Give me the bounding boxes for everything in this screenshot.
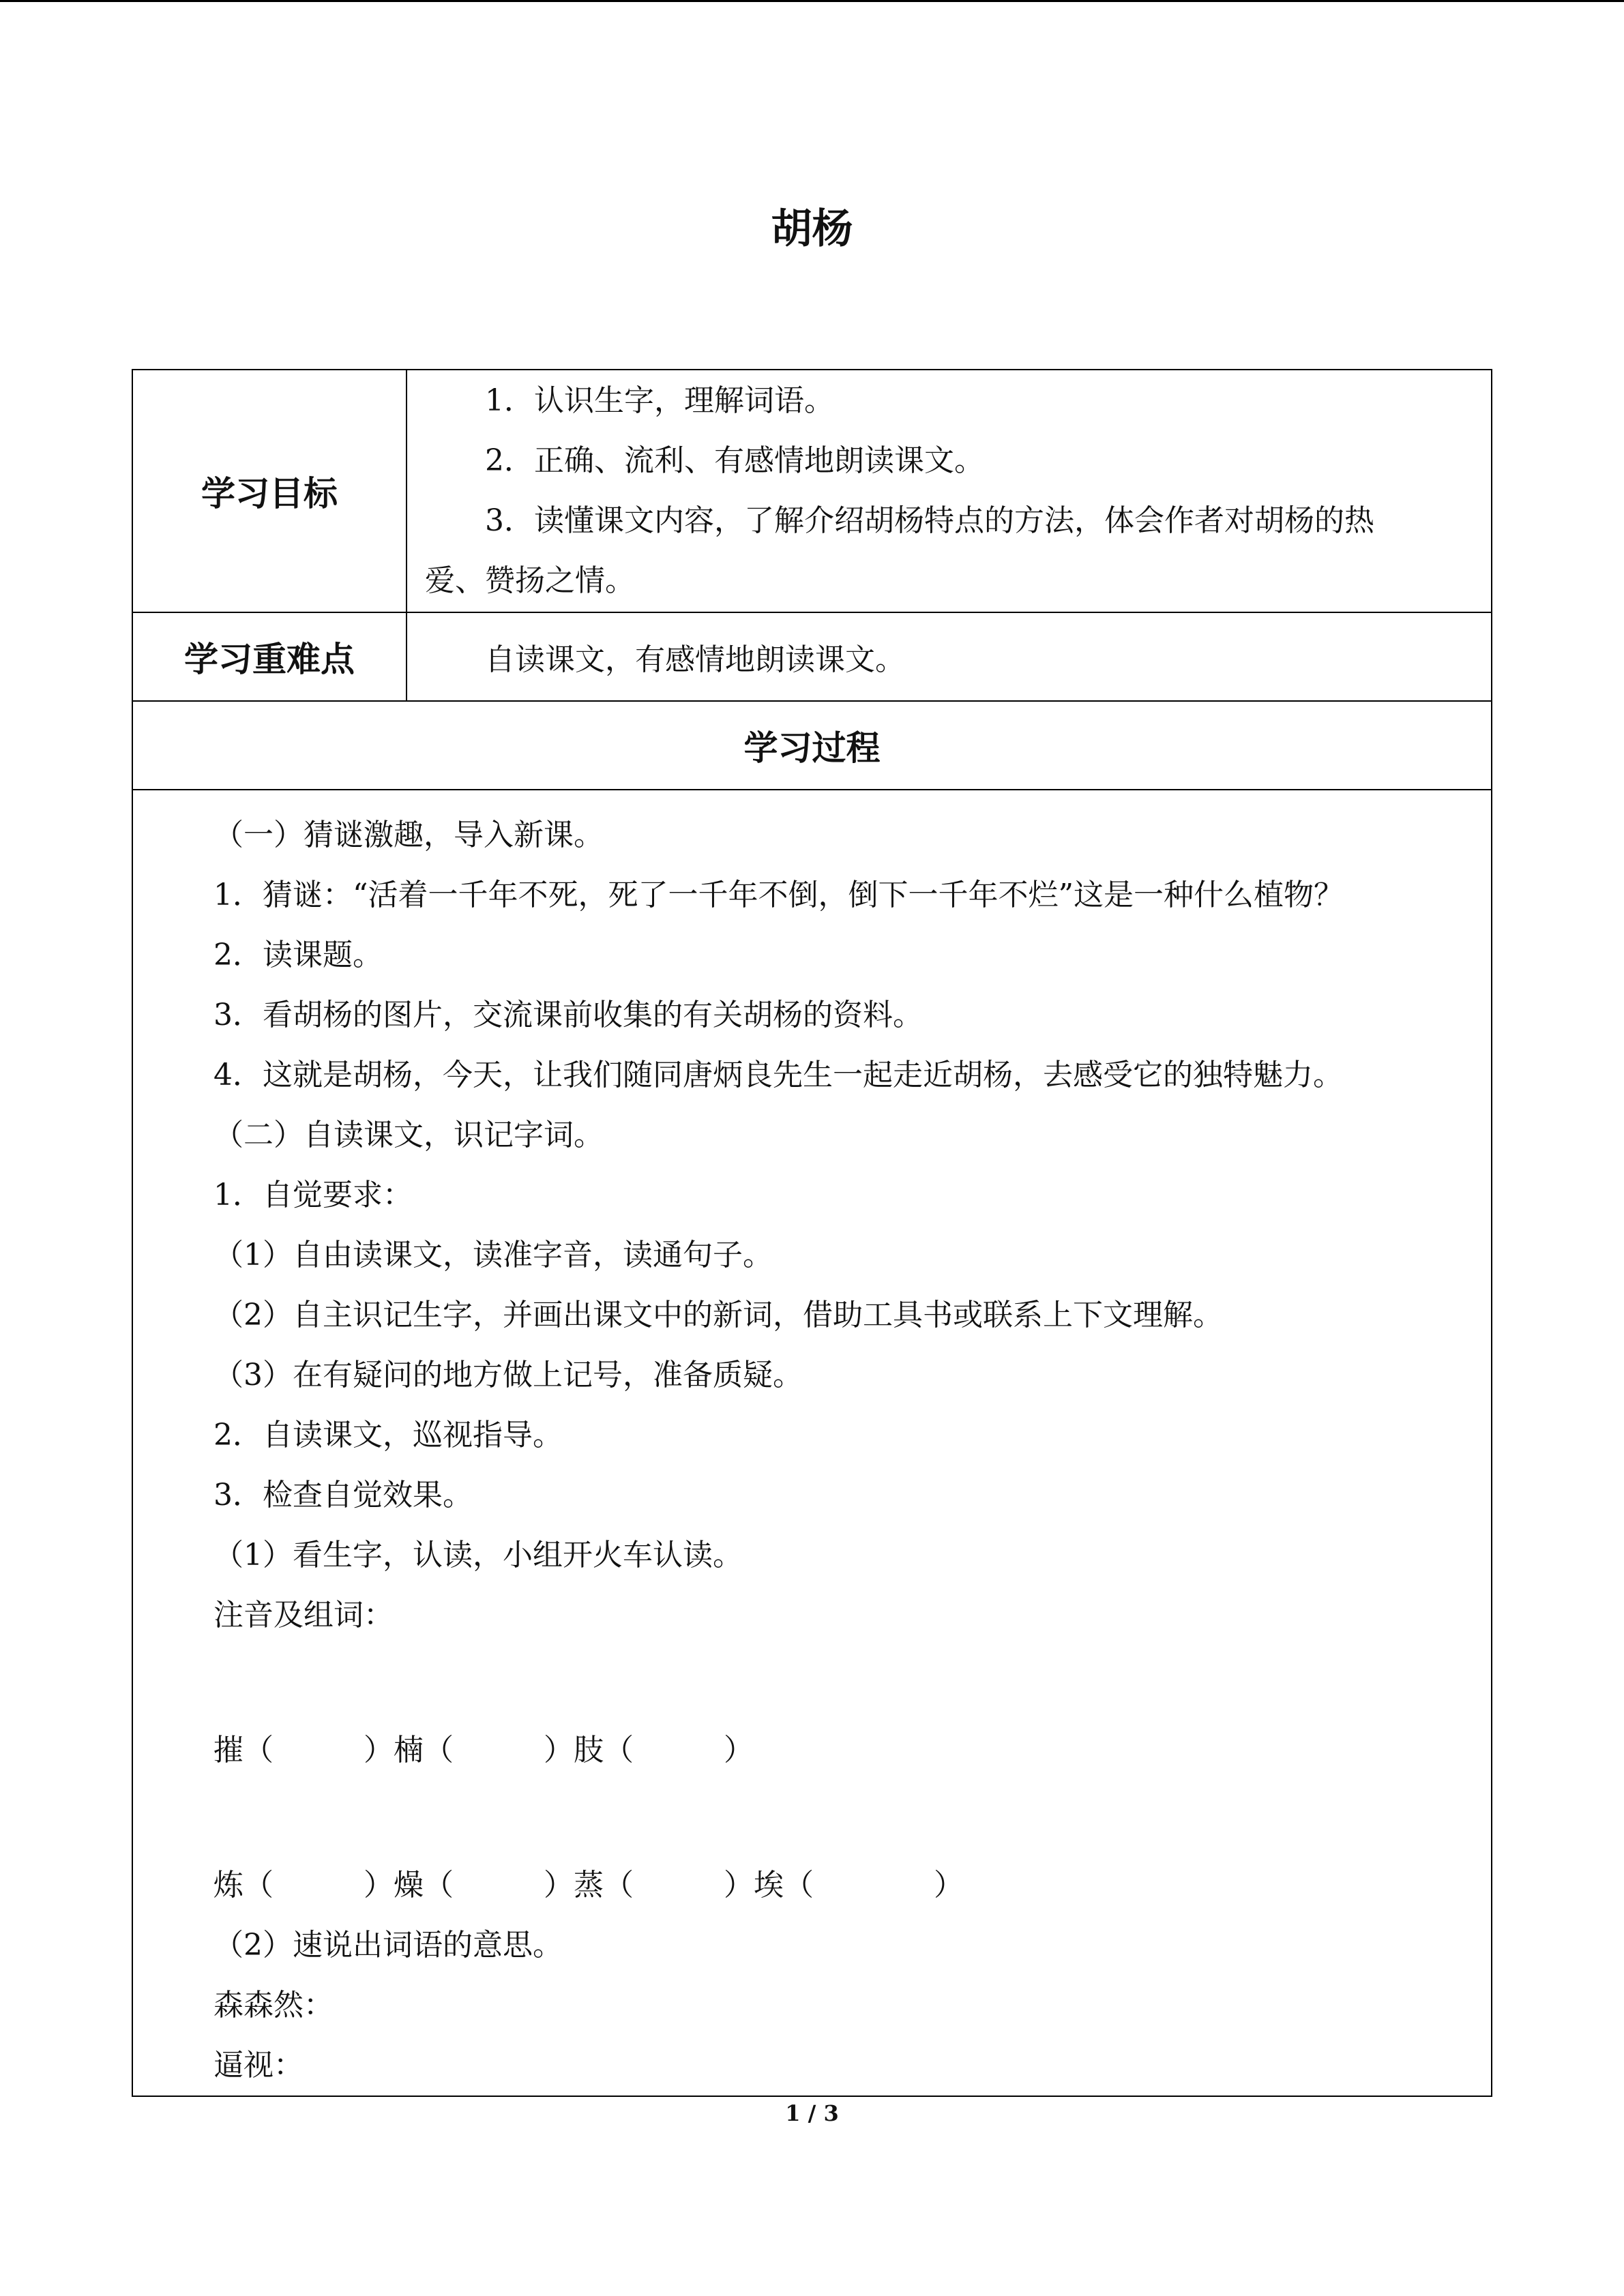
key-points-text: 自读课文，有感情地朗读课文。	[485, 642, 905, 677]
spacer	[213, 1780, 1491, 1855]
pinyin-blank-row: 摧（ ）楠（ ）肢（ ）	[213, 1733, 754, 1768]
process-line: 森森然：	[213, 1988, 334, 2023]
process-line: 1．自觉要求：	[213, 1178, 413, 1212]
process-line: 3．看胡杨的图片，交流课前收集的有关胡杨的资料。	[213, 998, 923, 1032]
process-line: （二）自读课文，识记字词。	[213, 1118, 604, 1152]
process-line: 逼视：	[213, 2048, 304, 2083]
process-line: 2．自读课文，巡视指导。	[213, 1418, 563, 1452]
key-points-content	[407, 612, 1492, 701]
goals-row	[132, 370, 1492, 612]
goal-item: 3．读懂课文内容，了解介绍胡杨特点的方法，体会作者对胡杨的热	[485, 503, 1374, 538]
process-line: （1）看生字，认读，小组开火车认读。	[213, 1538, 743, 1572]
process-line: 1．猜谜：“活着一千年不死，死了一千年不倒，倒下一千年不烂”这是一种什么植物？	[213, 878, 1344, 912]
process-line: （一）猜谜激趣，导入新课。	[213, 818, 604, 852]
goals-label: 学习目标	[132, 370, 407, 612]
lesson-plan-table	[132, 369, 1492, 2097]
process-line: （3）在有疑问的地方做上记号，准备质疑。	[213, 1358, 803, 1392]
process-line: （1）自由读课文，读准字音，读通句子。	[213, 1238, 773, 1272]
goals-content	[407, 370, 1492, 612]
pinyin-blank-row: 炼（ ）燥（ ）蒸（ ）埃（ ）	[213, 1868, 964, 1903]
process-heading-row	[132, 701, 1492, 790]
process-line: 注音及组词：	[213, 1598, 394, 1632]
process-row	[132, 790, 1492, 2096]
key-points-row	[132, 612, 1492, 701]
process-line: （2）速说出词语的意思。	[213, 1928, 563, 1963]
process-line: 3．检查自觉效果。	[213, 1478, 473, 1512]
process-content	[132, 790, 1492, 2096]
process-line: 4．这就是胡杨，今天，让我们随同唐炳良先生一起走近胡杨，去感受它的独特魅力。	[213, 1058, 1343, 1092]
key-points-label: 学习重难点	[132, 612, 407, 701]
goal-item-continued: 爱、赞扬之情。	[425, 563, 635, 598]
spacer	[213, 1645, 1491, 1720]
page-title: 胡杨	[771, 205, 853, 253]
process-heading: 学习过程	[132, 701, 1492, 790]
goal-item: 1．认识生字，理解词语。	[485, 383, 834, 418]
top-border-line	[0, 0, 1624, 2]
goal-item: 2．正确、流利、有感情地朗读课文。	[485, 443, 984, 478]
process-line: （2）自主识记生字，并画出课文中的新词，借助工具书或联系上下文理解。	[213, 1298, 1223, 1332]
page-number: 1 / 3	[785, 2100, 839, 2126]
process-line: 2．读课题。	[213, 938, 383, 972]
